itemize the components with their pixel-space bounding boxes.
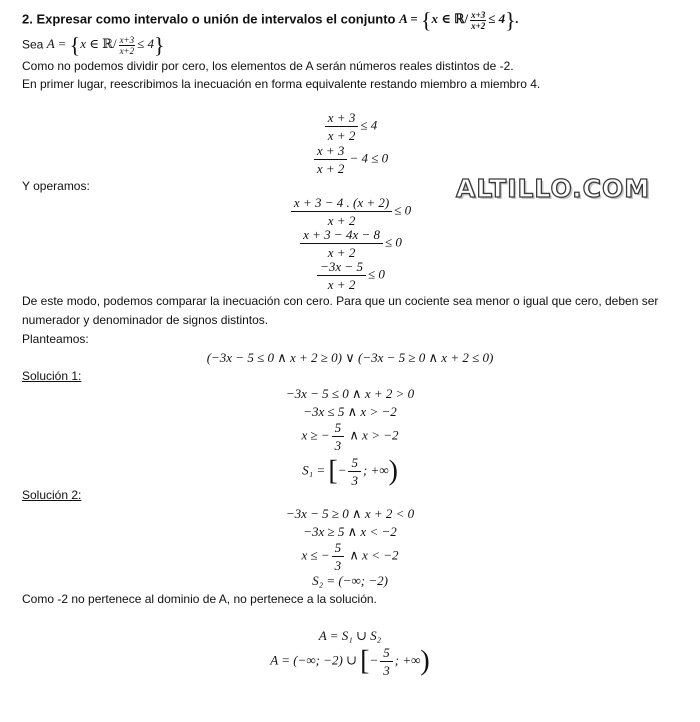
set-reals: ℝ/	[454, 11, 469, 27]
sol1-line-1: −3x − 5 ≤ 0 ∧ x + 2 > 0	[285, 386, 415, 401]
set-fraction-den-2: x+2	[119, 46, 135, 56]
step-3-den: x + 2	[327, 213, 356, 228]
intro-line-1: Como no podemos dividir por cero, los elementos de A serán números reales distintos de -2.	[22, 59, 514, 73]
step-1-num: x + 3	[325, 110, 359, 127]
sign-condition: (−3x − 5 ≤ 0 ∧ x + 2 ≥ 0) ∨ (−3x − 5 ≥ 0 ∧ x + 2 ≤ 0)	[206, 350, 494, 365]
step-4-den: x + 2	[327, 245, 356, 260]
step-5-rel: ≤ 0	[367, 266, 385, 282]
set-fraction-den: x+2	[471, 21, 486, 31]
step-4-num: x + 3 − 4x − 8	[300, 227, 383, 244]
sol2-line-3-a: x ≤ −	[301, 547, 330, 563]
solucion-1-heading: Solución 1:	[22, 369, 82, 383]
sea-label: Sea	[22, 37, 47, 52]
set-relation-2: ≤ 4	[137, 36, 155, 52]
sol2-line-3-num: 5	[332, 540, 345, 557]
comparison-line-2: numerador y denominador de signos distintos.	[22, 313, 269, 327]
set-fraction	[470, 10, 486, 31]
final-answer-den: 3	[383, 663, 390, 678]
set-a-label: A =	[399, 11, 421, 27]
sol1-line-2: −3x ≤ 5 ∧ x > −2	[303, 404, 397, 419]
step-3	[0, 195, 700, 228]
final-answer-b: ; +∞	[394, 652, 421, 668]
problem-title-text: 2. Expresar como intervalo o unión de intervalos el conjunto	[22, 11, 400, 27]
sol1-line-4-a: S₁ =	[302, 462, 329, 478]
step-3-rel: ≤ 0	[394, 202, 412, 218]
sol2-line-4: S₂ = (−∞; −2)	[312, 573, 388, 588]
sol1-line-3-num: 5	[332, 420, 345, 437]
problem-title	[22, 10, 519, 31]
step-3-num: x + 3 − 4 . (x + 2)	[291, 195, 392, 212]
set-x: x ∈	[431, 11, 455, 27]
sol1-line-4-den: 3	[351, 473, 358, 488]
set-fraction-num-2: x+3	[119, 35, 135, 45]
final-answer-num: 5	[380, 645, 393, 662]
final-answer-a: A = (−∞; −2) ∪	[270, 652, 361, 668]
set-definition: A = {x ∈ ℝ/ $\frac{x+3}{x+2}$ ≤ 4}	[46, 33, 165, 58]
step-1-den: x + 2	[327, 128, 356, 143]
sea-line	[22, 35, 165, 56]
planteamos-label: Planteamos:	[22, 332, 89, 346]
step-5-den: x + 2	[327, 277, 356, 292]
sol1-line-4-b: ; +∞	[362, 462, 389, 478]
set-reals-2: ℝ/	[102, 36, 117, 52]
step-2	[0, 143, 700, 176]
intro-line-2: En primer lugar, reescribimos la inecuación en forma equivalente restando miembro a miembro 4.	[22, 77, 541, 91]
solucion-2-heading: Solución 2:	[22, 488, 82, 502]
sol2-line-1: −3x − 5 ≥ 0 ∧ x + 2 < 0	[285, 506, 415, 521]
set-a-label-2: A =	[46, 36, 70, 52]
step-5-num: −3x − 5	[317, 259, 366, 276]
set-definition-title: A = {x ∈ ℝ/ $\frac{x+3}{x+2}$ ≤ 4}.	[399, 8, 519, 33]
step-4-rel: ≤ 0	[384, 234, 402, 250]
sol1-line-4-num: 5	[348, 455, 361, 472]
sol1-line-3-a: x ≥ −	[301, 427, 330, 443]
operamos-label: Y operamos:	[22, 179, 90, 193]
step-2-num: x + 3	[314, 143, 348, 160]
sol1-line-3	[0, 420, 700, 453]
step-1	[0, 110, 700, 143]
step-2-rel: − 4 ≤ 0	[349, 150, 389, 166]
final-answer: A = (−∞; −2) ∪ [− $\frac{5}{3}$ ; +∞)	[270, 645, 430, 678]
sol1-line-4: S₁ = [− $\frac{5}{3}$ ; +∞)	[302, 455, 398, 488]
sol2-line-2: −3x ≥ 5 ∧ x < −2	[303, 524, 397, 539]
set-relation: ≤ 4	[488, 11, 506, 27]
altillo-watermark: ALTILLO.COM	[456, 174, 651, 203]
set-fraction-num: x+3	[471, 10, 486, 20]
set-fraction-2	[119, 35, 136, 56]
comparison-line-1: De este modo, podemos comparar la inecuación con cero. Para que un cociente sea menor o igual que cero, deben ser	[22, 294, 659, 308]
step-2-den: x + 2	[316, 161, 345, 176]
step-5	[0, 259, 700, 292]
sol2-line-3-den: 3	[334, 558, 342, 573]
union-line: A = S₁ ∪ S₂	[318, 628, 382, 643]
step-1-rel: ≤ 4	[360, 117, 378, 133]
step-4	[0, 227, 700, 260]
set-x-2: x ∈	[80, 36, 103, 52]
sol2-line-3	[0, 540, 700, 573]
sol1-line-3-den: 3	[334, 438, 342, 453]
sol2-line-3-b: ∧ x < −2	[346, 547, 399, 563]
conclusion-note: Como -2 no pertenece al dominio de A, no pertenece a la solución.	[22, 592, 377, 606]
sol1-line-3-b: ∧ x > −2	[346, 427, 399, 443]
